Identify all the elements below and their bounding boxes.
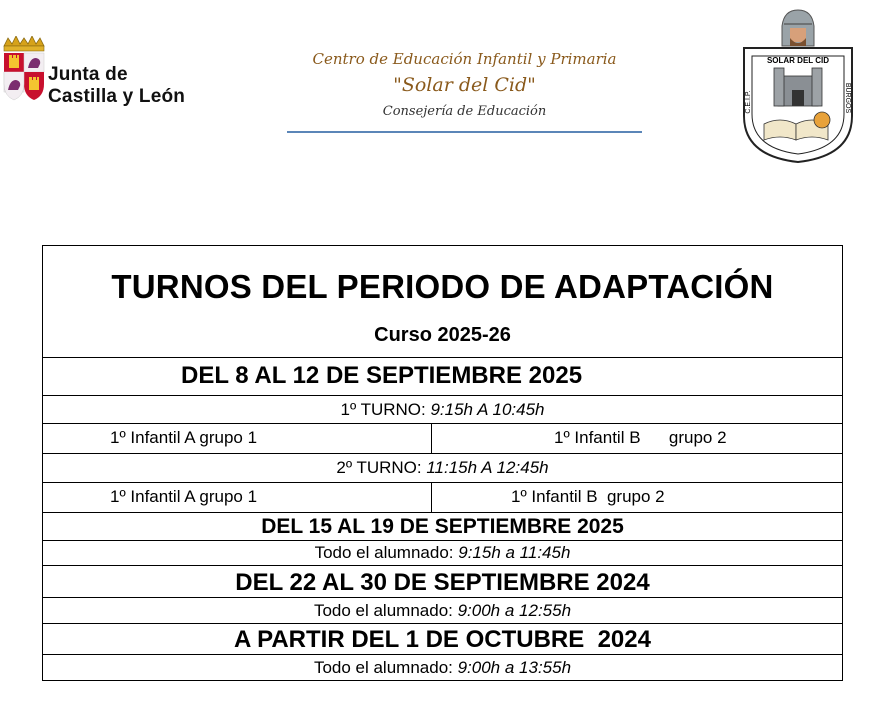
period-heading: DEL 15 AL 19 DE SEPTIEMBRE 2025 xyxy=(261,515,624,538)
crest-left-text: C.E.I.P. xyxy=(745,90,752,114)
turn-row xyxy=(43,454,842,483)
schedule-text xyxy=(43,658,842,678)
school-crest-logo xyxy=(738,6,858,166)
schedule-label: Todo el alumnado: xyxy=(313,601,458,620)
table-title-row xyxy=(43,246,842,358)
group-cell-right: 1º Infantil B grupo 2 xyxy=(554,428,727,447)
turn-name: 2º TURNO: xyxy=(336,458,427,477)
turn-time: 9:15h A 10:45h xyxy=(430,400,545,419)
group-cell-right: 1º Infantil B grupo 2 xyxy=(511,487,665,506)
schedule-text xyxy=(43,543,842,563)
turn-label xyxy=(43,458,842,478)
turn-row xyxy=(43,396,842,424)
period-heading-row xyxy=(43,566,842,598)
schedule-label: Todo el alumnado: xyxy=(314,543,459,562)
knight-helmet-icon xyxy=(782,10,814,46)
period-heading: DEL 22 AL 30 DE SEPTIEMBRE 2024 xyxy=(235,569,650,596)
crown-icon xyxy=(4,36,44,51)
schedule-table xyxy=(42,245,843,681)
jcyl-wordmark xyxy=(48,64,185,108)
crest-top-text: SOLAR DEL CID xyxy=(766,56,830,65)
school-department: Consejería de Educación xyxy=(382,104,547,119)
period-heading: DEL 8 AL 12 DE SEPTIEMBRE 2025 xyxy=(181,362,583,389)
schedule-time: 9:00h a 12:55h xyxy=(457,601,572,620)
header-divider xyxy=(287,131,642,133)
school-name: "Solar del Cid" xyxy=(393,74,536,96)
school-type: Centro de Educación Infantil y Primaria xyxy=(312,50,617,68)
period-heading-row xyxy=(43,358,842,396)
group-cell-left: 1º Infantil A grupo 1 xyxy=(43,424,432,453)
schedule-row xyxy=(43,541,842,566)
schedule-label: Todo el alumnado: xyxy=(313,658,458,677)
groups-row xyxy=(43,424,842,454)
turn-label xyxy=(43,400,842,420)
schedule-time: 9:15h a 11:45h xyxy=(458,543,571,562)
schedule-time: 9:00h a 13:55h xyxy=(457,658,572,677)
coat-of-arms-icon xyxy=(4,53,44,100)
jcyl-line2: Castilla y León xyxy=(48,86,186,107)
course-year: Curso 2025-26 xyxy=(374,324,511,346)
period-heading-row xyxy=(43,513,842,541)
turn-name: 1º TURNO: xyxy=(340,400,431,419)
turn-time: 11:15h A 12:45h xyxy=(426,458,549,477)
period-heading: A PARTIR DEL 1 DE OCTUBRE 2024 xyxy=(234,626,651,653)
crest-right-text: BURGOS xyxy=(844,82,851,114)
schedule-text xyxy=(43,601,842,621)
period-heading-row xyxy=(43,624,842,655)
schedule-row xyxy=(43,598,842,624)
page-title: TURNOS DEL PERIODO DE ADAPTACIÓN xyxy=(111,268,774,305)
schedule-row xyxy=(43,655,842,680)
groups-row xyxy=(43,483,842,513)
group-cell-left: 1º Infantil A grupo 1 xyxy=(43,483,432,512)
jcyl-line1: Junta de xyxy=(48,64,128,85)
